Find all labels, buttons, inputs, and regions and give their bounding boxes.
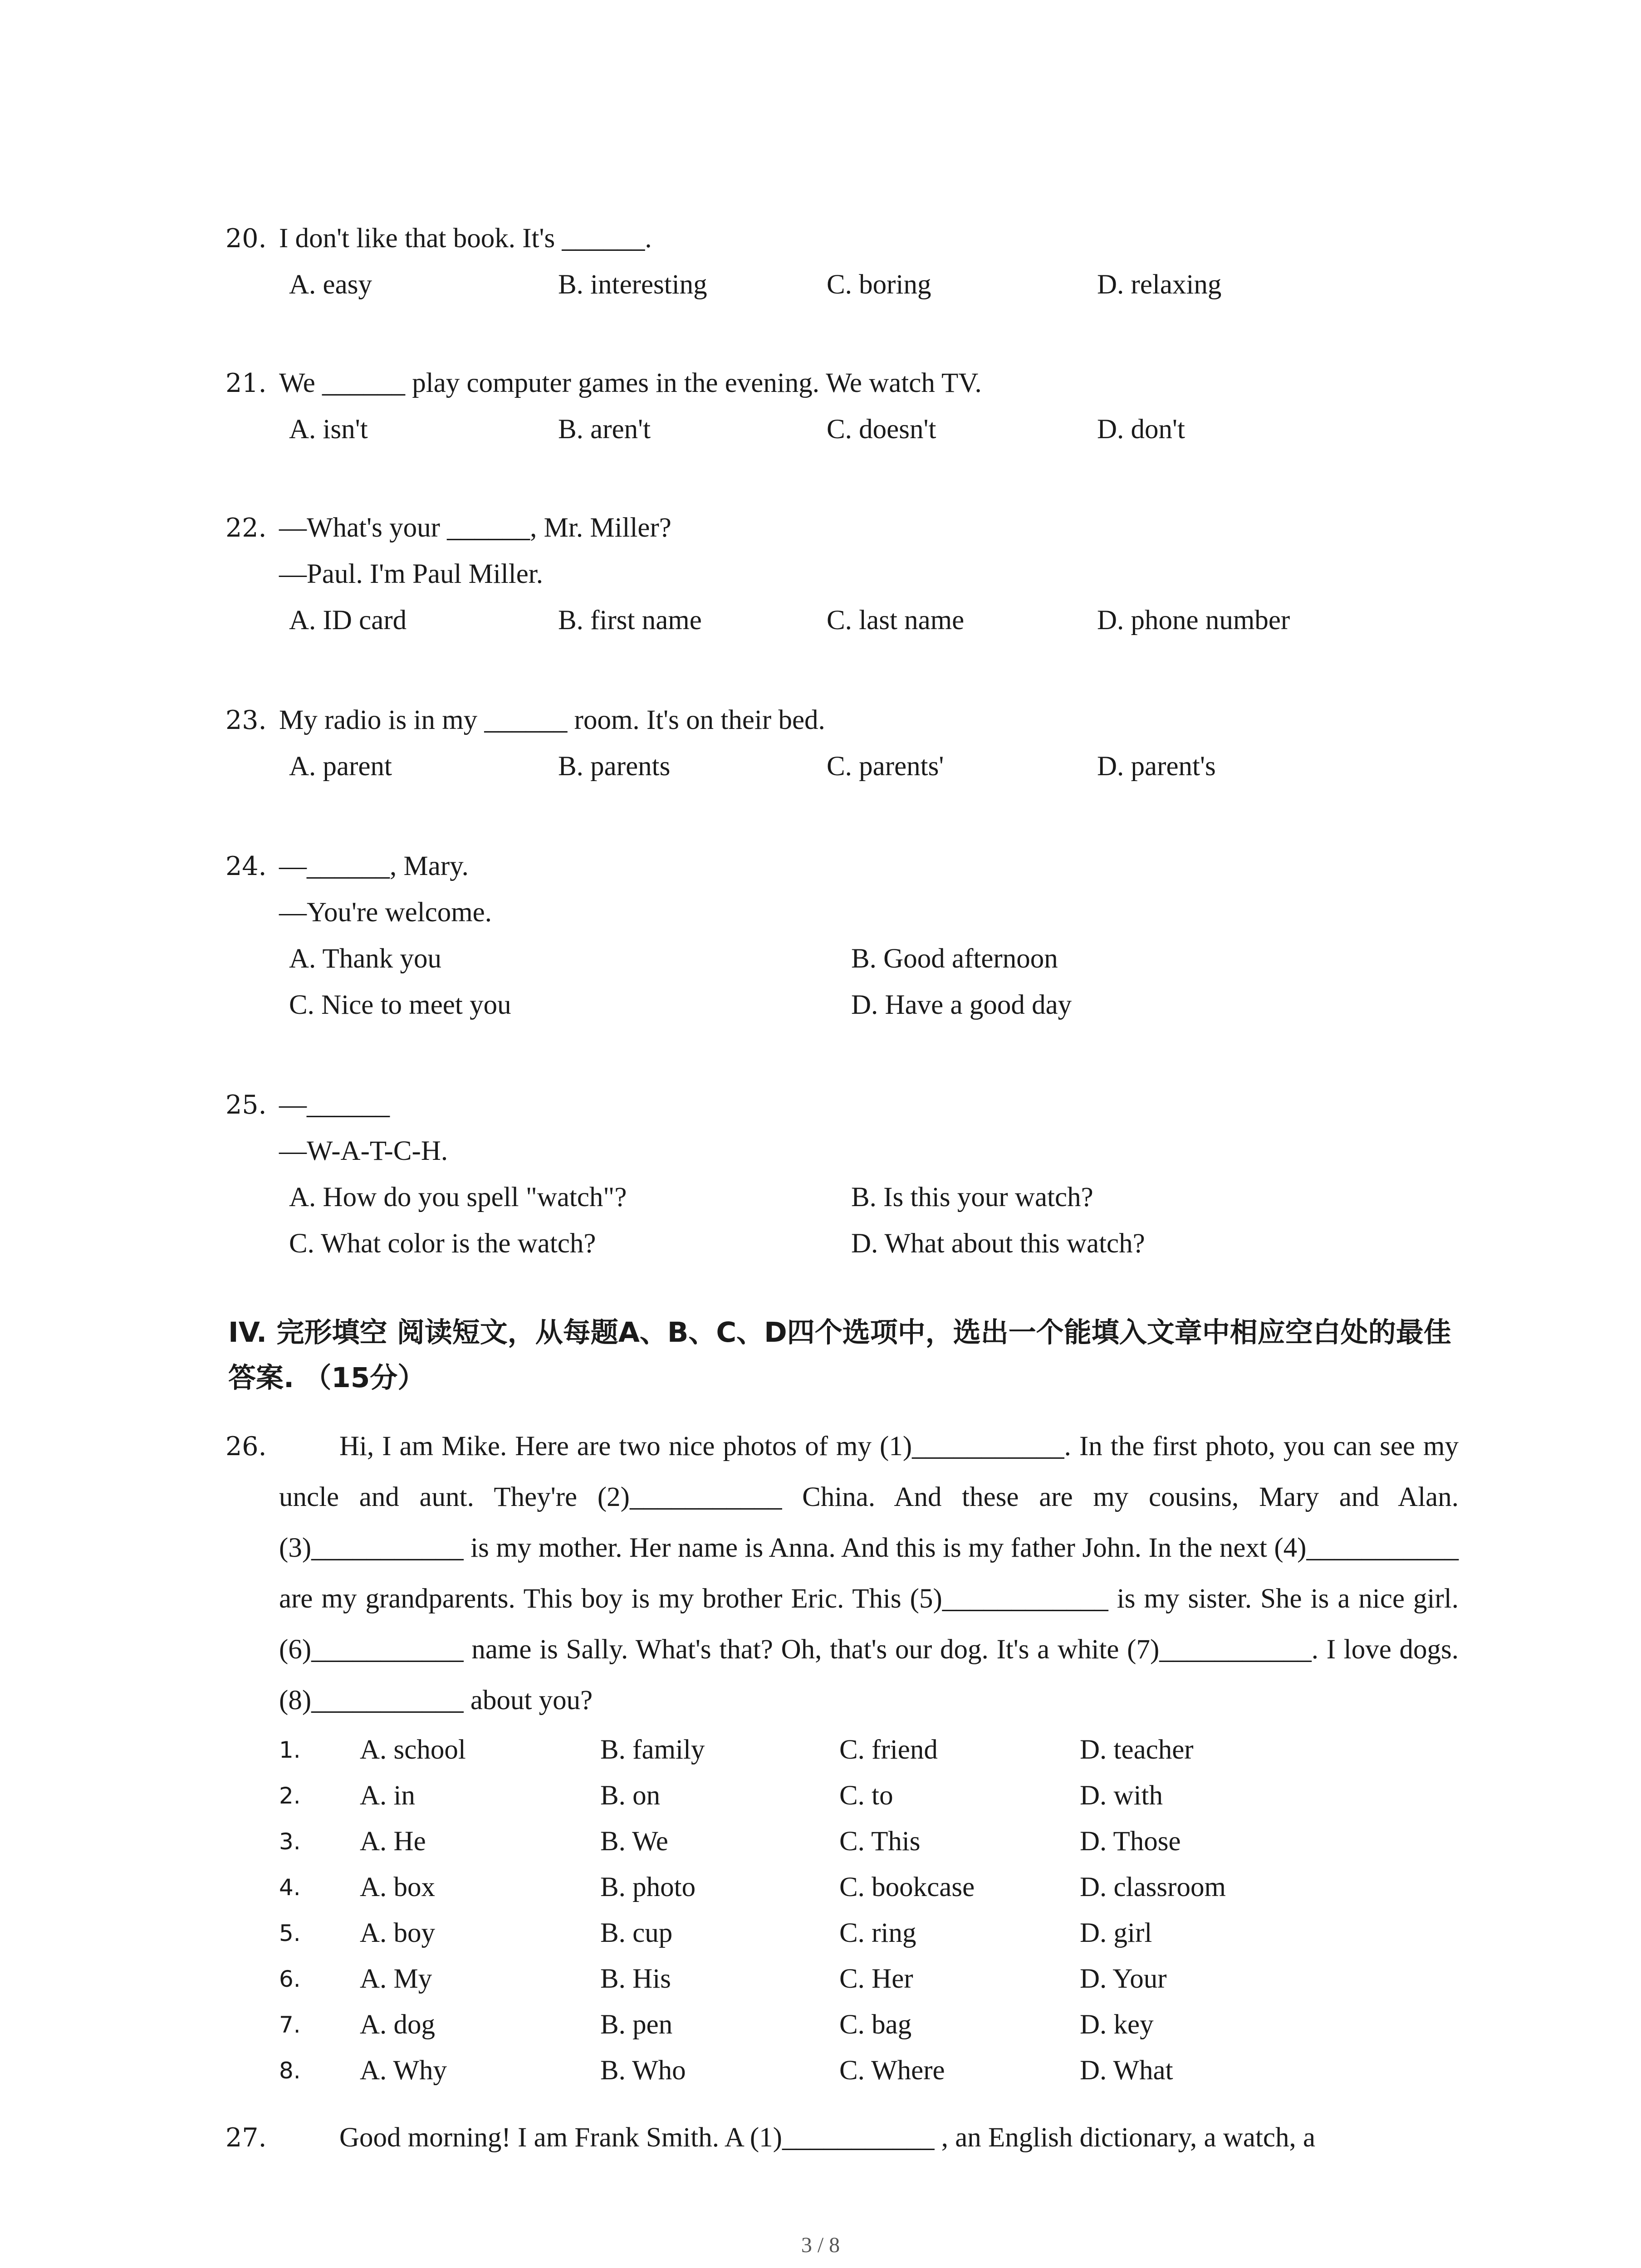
- passage-text: Hi, I am Mike. Here are two nice photos of my (1)___________. In the first photo, you can see my uncle and aunt. They're (2)___________ China. And these are my cousins, Mary and Alan. (3)___________ is my mother. Her name is Anna. And this is my father John. In the next (4)___________ are my grandparents. This boy is my brother Eric. This (5)____________ is my sister. She is a nice girl. (6)___________ name is Sally. What's that? Oh, that's our dog. It's a white (7)___________. I love dogs. (8)___________ about you?: [279, 1431, 1459, 1716]
- option-a: A. Thank you: [289, 943, 442, 974]
- option-a: A. isn't: [289, 414, 368, 445]
- option-c: C. Where: [839, 2055, 945, 2086]
- option-b: B. pen: [600, 2009, 673, 2040]
- choice-number: 1.: [279, 1737, 301, 1763]
- option-c: C. Nice to meet you: [289, 990, 511, 1020]
- option-a: A. easy: [289, 269, 372, 300]
- option-b: B. on: [600, 1780, 661, 1811]
- option-c: C. to: [839, 1780, 893, 1811]
- question-stem-line-2: —W-A-T-C-H.: [279, 1136, 448, 1166]
- option-a: A. He: [360, 1826, 426, 1857]
- option-c: C. This: [839, 1826, 921, 1857]
- option-b: B. parents: [558, 751, 671, 782]
- option-d: D. classroom: [1080, 1872, 1226, 1902]
- choice-number: 8.: [279, 2058, 301, 2084]
- option-d: D. Have a good day: [851, 990, 1072, 1020]
- option-a: A. ID card: [289, 605, 407, 635]
- question-stem-line-2: —Paul. I'm Paul Miller.: [279, 559, 544, 589]
- choice-number: 6.: [279, 1966, 301, 1992]
- option-b: B. first name: [558, 605, 702, 635]
- option-b: B. Who: [600, 2055, 686, 2086]
- option-d: D. relaxing: [1097, 269, 1222, 300]
- option-c: C. Her: [839, 1964, 913, 1994]
- question-stem-line-2: —You're welcome.: [279, 897, 492, 928]
- passage-line: Good morning! I am Frank Smith. A (1)___________ , an English dictionary, a watch, a: [339, 2122, 1316, 2153]
- option-a: A. Why: [360, 2055, 447, 2086]
- question-number: 27.: [225, 2123, 267, 2153]
- option-c: C. bookcase: [839, 1872, 975, 1902]
- question-stem: My radio is in my ______ room. It's on their bed.: [279, 705, 825, 735]
- cloze-passage: [279, 1421, 1459, 1726]
- page-number: 3 / 8: [801, 2233, 840, 2257]
- question-number: 23.: [225, 705, 267, 735]
- option-d: D. with: [1080, 1780, 1163, 1811]
- question-number: 25.: [225, 1090, 267, 1120]
- option-c: C. parents': [827, 751, 944, 782]
- option-c: C. ring: [839, 1918, 916, 1948]
- choice-number: 2.: [279, 1783, 301, 1809]
- option-a: A. in: [360, 1780, 415, 1811]
- choice-number: 3.: [279, 1828, 301, 1855]
- question-stem: —______: [279, 1090, 390, 1120]
- question-number: 21.: [225, 368, 267, 398]
- option-d: D. don't: [1097, 414, 1185, 445]
- option-d: D. phone number: [1097, 605, 1290, 635]
- option-b: B. aren't: [558, 414, 651, 445]
- option-d: D. girl: [1080, 1918, 1152, 1948]
- option-d: D. parent's: [1097, 751, 1216, 782]
- option-c: C. What color is the watch?: [289, 1228, 596, 1259]
- choice-number: 7.: [279, 2012, 301, 2038]
- question-stem: We ______ play computer games in the evening. We watch TV.: [279, 368, 982, 398]
- option-b: B. interesting: [558, 269, 707, 300]
- choice-number: 5.: [279, 1920, 301, 1946]
- section-heading: IV. 完形填空 阅读短文，从每题A、B、C、D四个选项中，选出一个能填入文章中相应空白处的最佳答案. （15分）: [228, 1316, 1451, 1394]
- choice-number: 4.: [279, 1874, 301, 1901]
- option-c: C. bag: [839, 2009, 912, 2040]
- option-b: B. family: [600, 1735, 705, 1765]
- option-a: A. school: [360, 1735, 466, 1765]
- option-d: D. teacher: [1080, 1735, 1194, 1765]
- question-stem: —What's your ______, Mr. Miller?: [279, 513, 671, 543]
- option-d: D. What about this watch?: [851, 1228, 1145, 1259]
- question-stem: I don't like that book. It's ______.: [279, 223, 652, 254]
- question-number: 26.: [225, 1432, 267, 1461]
- option-b: B. His: [600, 1964, 671, 1994]
- option-a: A. parent: [289, 751, 392, 782]
- option-b: B. cup: [600, 1918, 673, 1948]
- option-d: D. key: [1080, 2009, 1154, 2040]
- option-a: A. How do you spell "watch"?: [289, 1182, 627, 1212]
- option-a: A. dog: [360, 2009, 436, 2040]
- option-d: D. What: [1080, 2055, 1173, 2086]
- question-number: 24.: [225, 851, 267, 881]
- question-number: 22.: [225, 513, 267, 543]
- option-b: B. Is this your watch?: [851, 1182, 1093, 1212]
- option-b: B. photo: [600, 1872, 696, 1902]
- option-b: B. Good afternoon: [851, 943, 1058, 974]
- option-a: A. box: [360, 1872, 436, 1902]
- question-number: 20.: [225, 224, 267, 254]
- option-c: C. boring: [827, 269, 931, 300]
- option-d: D. Those: [1080, 1826, 1181, 1857]
- option-d: D. Your: [1080, 1964, 1167, 1994]
- option-c: C. doesn't: [827, 414, 936, 445]
- option-b: B. We: [600, 1826, 668, 1857]
- option-a: A. boy: [360, 1918, 436, 1948]
- question-stem: —______, Mary.: [279, 851, 469, 881]
- option-a: A. My: [360, 1964, 432, 1994]
- option-c: C. last name: [827, 605, 965, 635]
- option-c: C. friend: [839, 1735, 938, 1765]
